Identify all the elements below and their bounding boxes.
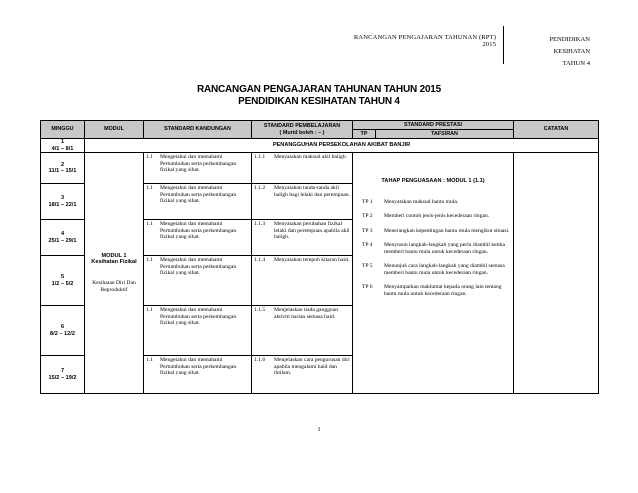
sp-cell (252, 153, 353, 184)
sp-cell (252, 356, 353, 394)
week-number: 7 (60, 368, 65, 374)
tp-level (356, 228, 510, 235)
modul-topic: Kesihatan Diri Dan Reproduktif (92, 279, 136, 293)
week-cell (41, 184, 85, 220)
col-header-standard-kandungan: STANDARD KANDUNGAN (144, 121, 252, 139)
tp-desc: Menerangkan kepentingan bantu mula mengikut situasi. (384, 227, 510, 234)
sk-cell (144, 306, 252, 356)
sp-text: Menjelaskan tiada gangguan aktiviti harian semasa haid. (274, 307, 338, 320)
tp-level (356, 263, 510, 276)
week-number: 6 (60, 324, 65, 330)
sk-text: Mengetahui dan memahami Pertumbuhan serta perkembangan fizikal yang sihat. (160, 357, 237, 376)
running-header-title: RANCANGAN PENGAJARAN TAHUNAN (RPT) 2015 (353, 34, 496, 48)
header-divider (503, 26, 504, 64)
sp-number: 1.1.2 (254, 185, 266, 191)
sp-text: Menjelaskan cara pengurusan diri apabila mengalami haid dan ihtilam. (274, 357, 350, 376)
sk-text: Mengetahui dan memahami Pertumbuhan serta perkembangan fizikal yang sihat. (160, 307, 237, 326)
col-header-standard-prestasi: STANDARD PRESTASI (353, 121, 514, 130)
prestasi-heading: TAHAP PENGUASAAN : MODUL 1 (1.1) (381, 178, 485, 184)
week-cell (41, 139, 85, 153)
week-number: 4 (60, 231, 65, 237)
modul-title: MODUL 1 (101, 252, 127, 259)
week-dates: 15/2 – 19/2 (48, 374, 77, 381)
week-dates: 8/2 – 12/2 (50, 330, 75, 337)
modul-subtitle: Kesihatan Fizikal (91, 259, 137, 265)
col-header-standard-pembelajaran (252, 121, 353, 139)
sp-number: 1.1.3 (254, 221, 266, 227)
week-dates: 25/1 – 29/1 (48, 237, 77, 244)
page-number: 1 (317, 426, 321, 433)
sp-number: 1.1.4 (254, 257, 266, 263)
sk-text: Mengetahui dan memahami Pertumbuhan serta perkembangan fizikal yang sihat. (160, 221, 237, 240)
catatan-cell (514, 153, 599, 394)
running-header-subject (512, 34, 590, 70)
document-title: RANCANGAN PENGAJARAN TAHUNAN TAHUN 2015 (196, 84, 442, 95)
week-cell (41, 306, 85, 356)
tp-desc: Menunjuk cara langkah-langkah yang diambil semasa memberi bantu mula untuk kecederaan ringan. (384, 263, 505, 276)
tp-level (356, 213, 510, 220)
sk-cell (144, 220, 252, 256)
col-header-modul: MODUL (85, 121, 144, 139)
week-dates: 4/1 – 8/1 (51, 145, 74, 152)
sp-number: 1.1.5 (254, 307, 266, 313)
sk-number: 1.1 (146, 357, 153, 363)
table-row (41, 139, 599, 153)
col-header-catatan: CATATAN (514, 121, 599, 139)
prestasi-cell (353, 153, 514, 394)
sk-cell (144, 356, 252, 394)
sk-number: 1.1 (146, 307, 153, 313)
sk-text: Mengetahui dan memahami Pertumbuhan serta perkembangan fizikal yang sihat. (160, 257, 237, 276)
week-dates: 11/1 – 15/1 (48, 168, 77, 174)
sp-number: 1.1.1 (254, 154, 266, 160)
flood-postponement-banner: PENANGGUHAN PERSEKOLAHAN AKIBAT BANJIR (85, 139, 599, 153)
sk-cell (144, 256, 252, 306)
sp-cell (252, 306, 353, 356)
document-subtitle: PENDIDIKAN KESIHATAN TAHUN 4 (238, 96, 400, 107)
tp-code: TP 4 (362, 242, 373, 248)
sp-cell (252, 256, 353, 306)
sp-text: Menyatakan tanda-tanda akil baligh bagi lelaki dan perempuan. (274, 185, 350, 198)
sk-cell (144, 184, 252, 220)
week-cell (41, 256, 85, 306)
sk-text: Mengetahui dan memahami Pertumbuhan serta perkembangan fizikal yang sihat. (160, 185, 237, 204)
sp-text: Menyatakan maksud akil baligh. (274, 154, 348, 160)
tp-desc: Menyusun langkah-langkah yang perlu diambil ketika memberi bantu mula untuk kecederaan ringan. (384, 242, 506, 255)
tp-desc: Menyatakan maksud bantu mula. (384, 198, 459, 205)
col-header-tp: TP (353, 130, 376, 139)
week-cell (41, 356, 85, 394)
tp-code: TP 3 (362, 227, 373, 234)
sp-header-line2: ( Murid boleh : – ) (279, 129, 325, 136)
col-header-tafsiran: TAFSIRAN (376, 130, 514, 139)
week-number: 3 (60, 195, 65, 201)
col-header-minggu: MINGGU (41, 121, 85, 139)
modul-cell (85, 153, 144, 394)
tp-level (356, 242, 510, 255)
sp-cell (252, 184, 353, 220)
sp-text: Menyatakan perubahan fizikal lelaki dan perempuan apabila akil baligh. (274, 221, 350, 240)
rpt-table (40, 120, 599, 394)
week-dates: 1/2 – 5/2 (51, 280, 74, 287)
tp-code: TP 1 (362, 198, 373, 205)
sk-number: 1.1 (146, 257, 153, 263)
week-number: 5 (60, 274, 65, 280)
tp-code: TP 6 (362, 284, 373, 290)
sk-number: 1.1 (146, 221, 153, 227)
sk-number: 1.1 (146, 154, 153, 160)
sp-number: 1.1.6 (254, 357, 266, 363)
week-number: 1 (60, 139, 65, 145)
sk-number: 1.1 (146, 185, 153, 191)
tp-desc: Memberi contoh jenis-jenis kecederaan ringan. (384, 213, 490, 219)
sp-text: Menyatakan tempoh kitaran haid. (274, 257, 350, 263)
tp-level (356, 284, 510, 297)
table-row (41, 153, 599, 184)
header-year-line: TAHUN 4 (562, 60, 590, 67)
tp-level (356, 199, 510, 206)
week-dates: 18/1 – 22/1 (48, 201, 77, 208)
tp-code: TP 2 (362, 213, 373, 219)
week-cell (41, 220, 85, 256)
header-subject-line: PENDIDIKAN KESIHATAN (549, 36, 590, 55)
week-number: 2 (60, 161, 65, 168)
sp-cell (252, 220, 353, 256)
sk-cell (144, 153, 252, 184)
sk-text: Mengetahui dan memahami Pertumbuhan serta perkembangan fizikal yang sihat. (160, 154, 237, 173)
sp-header-line1: STANDARD PEMBELAJARAN (263, 123, 341, 129)
week-cell (41, 153, 85, 184)
tp-desc: Menyampaikan maklumat kepada orang lain tentang bantu mula untuk kecederaan ringan. (384, 284, 502, 297)
tp-code: TP 5 (362, 263, 373, 269)
